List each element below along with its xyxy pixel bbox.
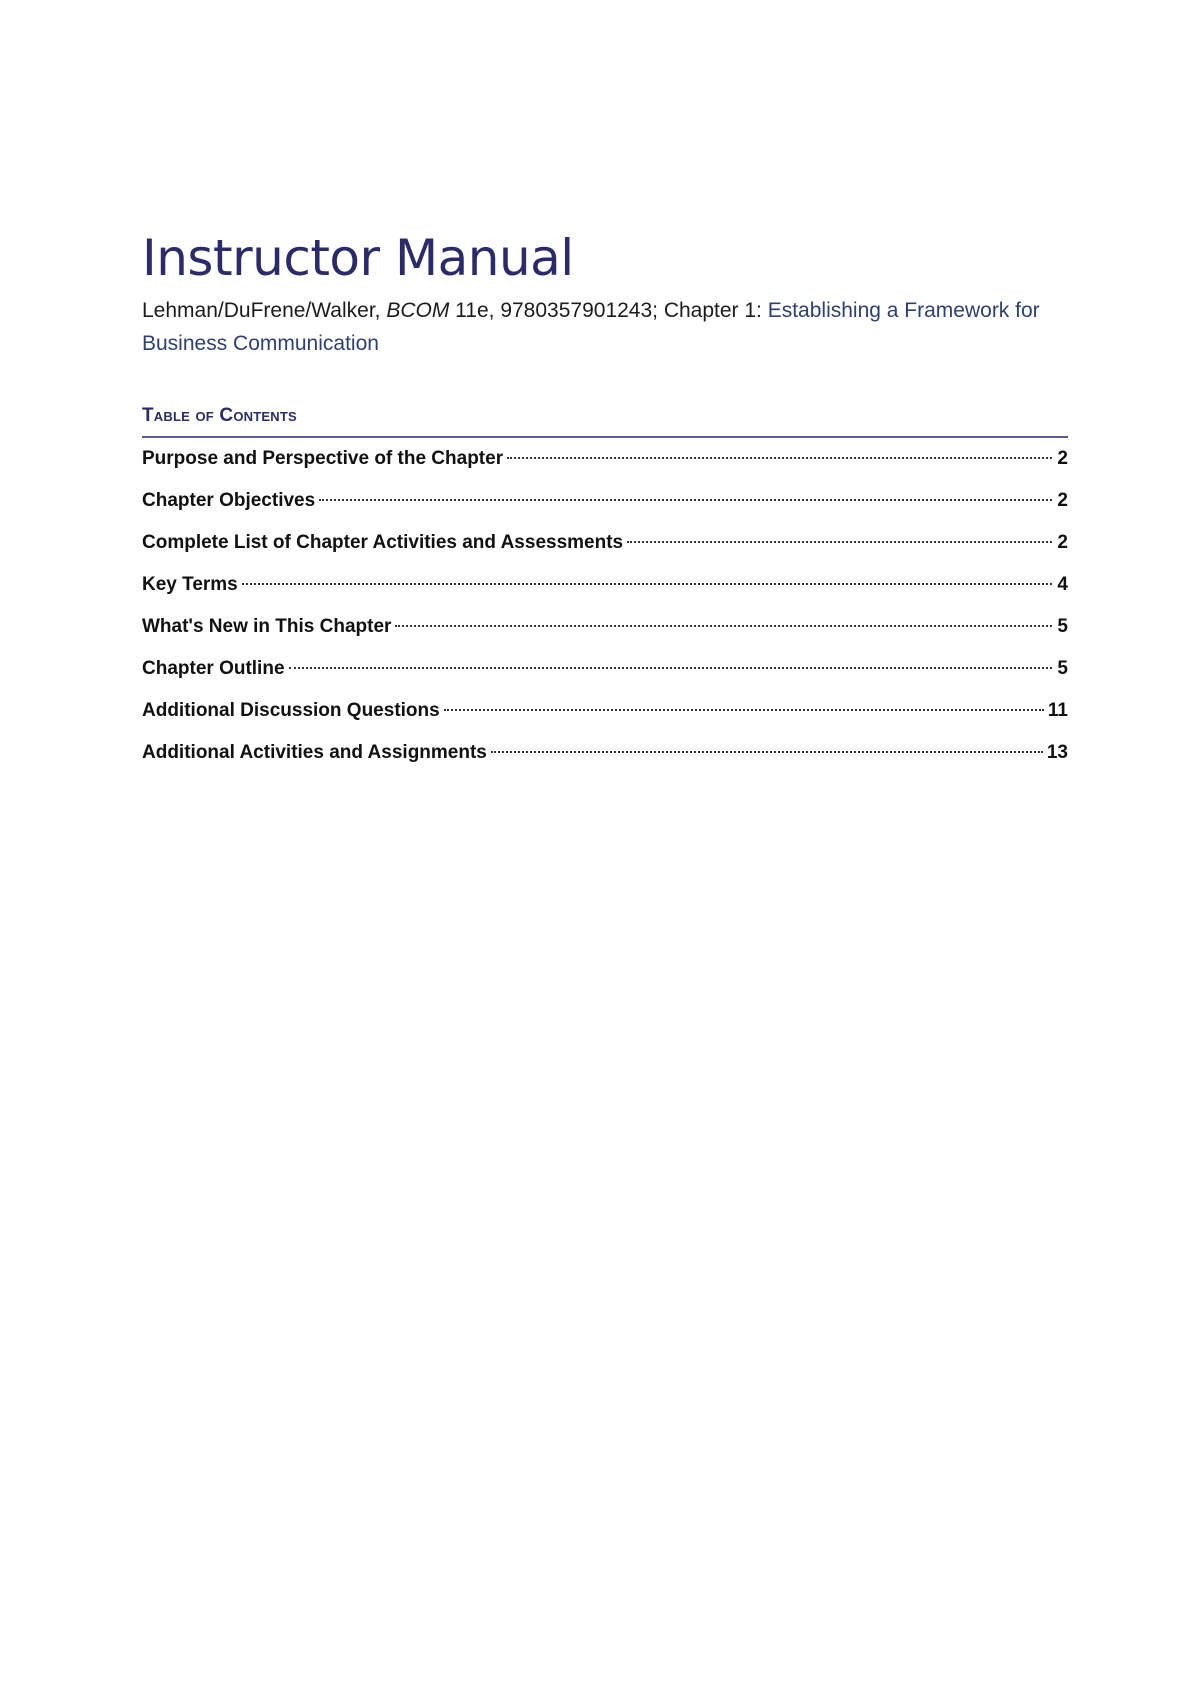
dot-leader (627, 541, 1052, 543)
toc-entry-page-number: 2 (1057, 532, 1068, 553)
toc-entry-label: Complete List of Chapter Activities and Assessments (142, 532, 624, 553)
toc-entry-label: Purpose and Perspective of the Chapter (142, 448, 504, 469)
toc-entry-page-number: 13 (1046, 742, 1068, 763)
toc-entry-page-number: 11 (1047, 700, 1068, 721)
document-subtitle (142, 294, 1068, 360)
dot-leader (319, 499, 1052, 501)
authors-text: Lehman/DuFrene/Walker, (142, 299, 387, 322)
toc-heading: Table of Contents (142, 404, 1068, 438)
toc-entry-purpose-and-perspective[interactable] (142, 448, 1068, 490)
toc-entry-label: Additional Activities and Assignments (142, 742, 487, 763)
toc-entry-label: Key Terms (142, 574, 238, 595)
toc-entry-page-number: 4 (1057, 574, 1068, 595)
toc-entry-page-number: 5 (1057, 658, 1068, 679)
toc-list (142, 448, 1068, 784)
toc-entry-discussion-questions[interactable] (142, 700, 1068, 742)
toc-entry-page-number: 2 (1057, 490, 1068, 511)
toc-entry-chapter-objectives[interactable] (142, 490, 1068, 532)
dot-leader (491, 751, 1043, 753)
document-page (142, 228, 1068, 784)
toc-entry-key-terms[interactable] (142, 574, 1068, 616)
toc-entry-activities-and-assessments[interactable] (142, 532, 1068, 574)
toc-entry-page-number: 5 (1057, 616, 1068, 637)
book-title: BCOM (386, 299, 450, 322)
toc-entry-page-number: 2 (1057, 448, 1068, 469)
edition-isbn-text: 11e, 9780357901243; Chapter 1: (449, 299, 768, 322)
toc-entry-label: Additional Discussion Questions (142, 700, 440, 721)
toc-entry-label: Chapter Outline (142, 658, 285, 679)
dot-leader (507, 457, 1052, 459)
toc-entry-chapter-outline[interactable] (142, 658, 1068, 700)
dot-leader (395, 625, 1052, 627)
toc-entry-label: What's New in This Chapter (142, 616, 392, 637)
toc-entry-label: Chapter Objectives (142, 490, 316, 511)
dot-leader (242, 583, 1052, 585)
document-title: Instructor Manual (142, 229, 574, 287)
dot-leader (289, 667, 1052, 669)
toc-entry-whats-new[interactable] (142, 616, 1068, 658)
toc-entry-activities-and-assignments[interactable] (142, 742, 1068, 784)
chapter-title: Establishing a Framework for Business Communication (142, 299, 1040, 355)
dot-leader (444, 709, 1044, 711)
